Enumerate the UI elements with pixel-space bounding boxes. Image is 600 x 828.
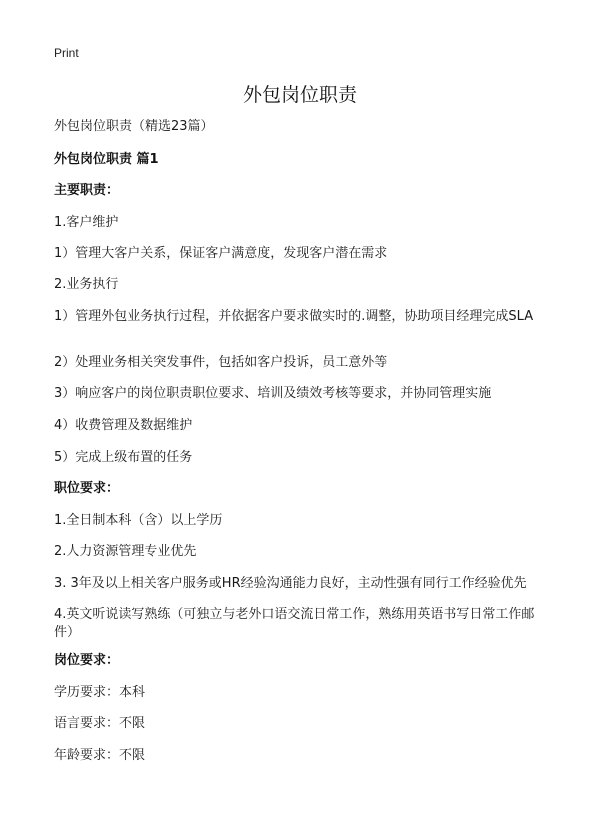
print-label: Print: [54, 46, 79, 60]
duty-subitem: 1）管理大客户关系，保证客户满意度，发现客户潜在需求: [54, 246, 388, 261]
education-requirement: 学历要求：本科: [54, 685, 146, 700]
requirement-item: 1.全日制本科（含）以上学历: [54, 513, 223, 528]
requirement-item: 2.人力资源管理专业优先: [54, 544, 197, 559]
requirement-item: 4.英文听说读写熟练（可独立与老外口语交流日常工作，熟练用英语书写日常工作邮件）: [54, 607, 535, 640]
post-requirements-heading: 岗位要求：: [54, 653, 120, 668]
main-duties-heading: 主要职责：: [54, 183, 120, 198]
language-requirement: 语言要求：不限: [54, 716, 146, 731]
requirement-item: 3. 3年及以上相关客户服务或HR经验沟通能力良好，主动性强有同行工作经验优先: [54, 576, 527, 591]
duty-subitem: 3）响应客户的岗位职责职位要求、培训及绩效考核等要求，并协同管理实施: [54, 386, 492, 401]
duty-item: 1.客户维护: [54, 215, 119, 230]
age-requirement: 年龄要求：不限: [54, 748, 146, 763]
document-title: 外包岗位职责: [242, 84, 357, 106]
duty-subitem: 5）完成上级布置的任务: [54, 450, 193, 465]
document-subtitle: 外包岗位职责（精选23篇）: [54, 119, 214, 134]
duty-item: 2.业务执行: [54, 277, 119, 292]
duty-subitem: 2）处理业务相关突发事件，包括如客户投诉，员工意外等: [54, 355, 388, 370]
duty-subitem: 1）管理外包业务执行过程，并依据客户要求做实时的.调整，协助项目经理完成SLA: [54, 309, 534, 324]
duty-subitem: 4）收费管理及数据维护: [54, 418, 193, 433]
requirements-heading: 职位要求：: [54, 481, 120, 496]
section-heading: 外包岗位职责 篇1: [54, 152, 159, 167]
